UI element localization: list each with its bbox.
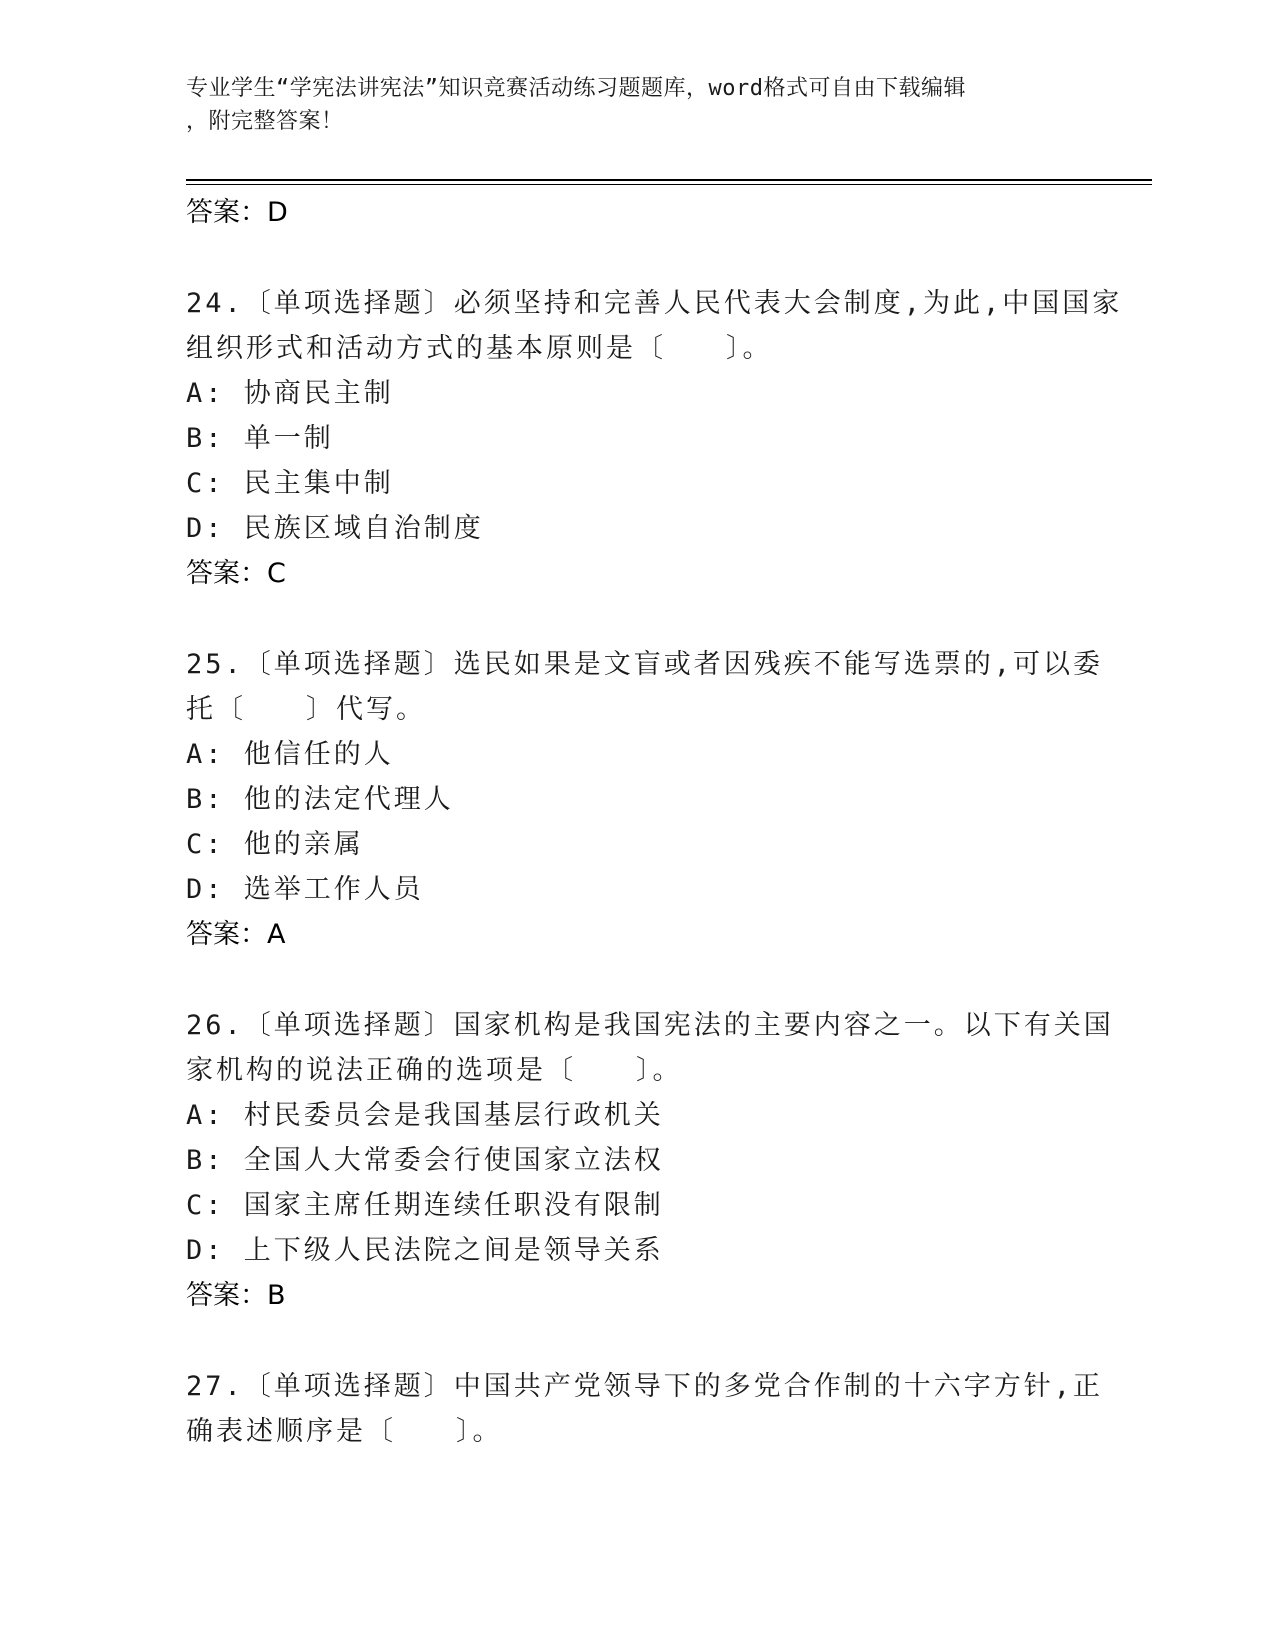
header-line-1: 专业学生“学宪法讲宪法”知识竞赛活动练习题题库，word格式可自由下载编辑 <box>186 76 966 101</box>
question-24 <box>186 281 1123 597</box>
question-stem-line: 25.〔单项选择题〕选民如果是文盲或者因残疾不能写选票的,可以委 <box>186 649 1104 680</box>
option-c: C: 国家主席任期连续任职没有限制 <box>186 1190 664 1221</box>
option-c: C: 他的亲属 <box>186 829 364 860</box>
option-a: A: 他信任的人 <box>186 739 394 770</box>
question-stem-line: 26.〔单项选择题〕国家机构是我国宪法的主要内容之一。以下有关国 <box>186 1010 1114 1041</box>
header-rule-thick <box>186 179 1152 181</box>
question-list <box>186 190 1123 1454</box>
spacer <box>186 958 1086 1003</box>
option-b: B: 全国人大常委会行使国家立法权 <box>186 1145 664 1176</box>
spacer <box>186 1319 1086 1364</box>
option-d: D: 选举工作人员 <box>186 874 424 905</box>
option-b: B: 他的法定代理人 <box>186 784 454 815</box>
question-27 <box>186 1364 1104 1454</box>
option-d: D: 上下级人民法院之间是领导关系 <box>186 1235 664 1266</box>
option-b: B: 单一制 <box>186 423 334 454</box>
option-d: D: 民族区域自治制度 <box>186 513 484 544</box>
answer-line: 答案：C <box>186 558 286 589</box>
question-stem-line: 组织形式和活动方式的基本原则是〔 〕。 <box>186 333 773 364</box>
question-25 <box>186 642 1104 958</box>
option-c: C: 民主集中制 <box>186 468 394 499</box>
header-rule-thin <box>186 184 1152 185</box>
document-header <box>186 72 1066 138</box>
answer-line: 答案：D <box>186 197 288 228</box>
question-stem-line: 托〔 〕代写。 <box>186 694 426 725</box>
question-stem-line: 27.〔单项选择题〕中国共产党领导下的多党合作制的十六字方针,正 <box>186 1371 1104 1402</box>
question-stem-line: 确表述顺序是〔 〕。 <box>186 1416 503 1447</box>
option-a: A: 协商民主制 <box>186 378 394 409</box>
header-line-2: ，附完整答案！ <box>186 109 344 134</box>
answer-line: 答案：A <box>186 919 286 950</box>
answer-line: 答案：B <box>186 1280 286 1311</box>
option-a: A: 村民委员会是我国基层行政机关 <box>186 1100 664 1131</box>
spacer <box>186 597 1086 642</box>
question-stem-line: 家机构的说法正确的选项是〔 〕。 <box>186 1055 683 1086</box>
spacer <box>186 236 1086 281</box>
question-26 <box>186 1003 1114 1319</box>
question-stem-line: 24.〔单项选择题〕必须坚持和完善人民代表大会制度,为此,中国国家 <box>186 288 1123 319</box>
